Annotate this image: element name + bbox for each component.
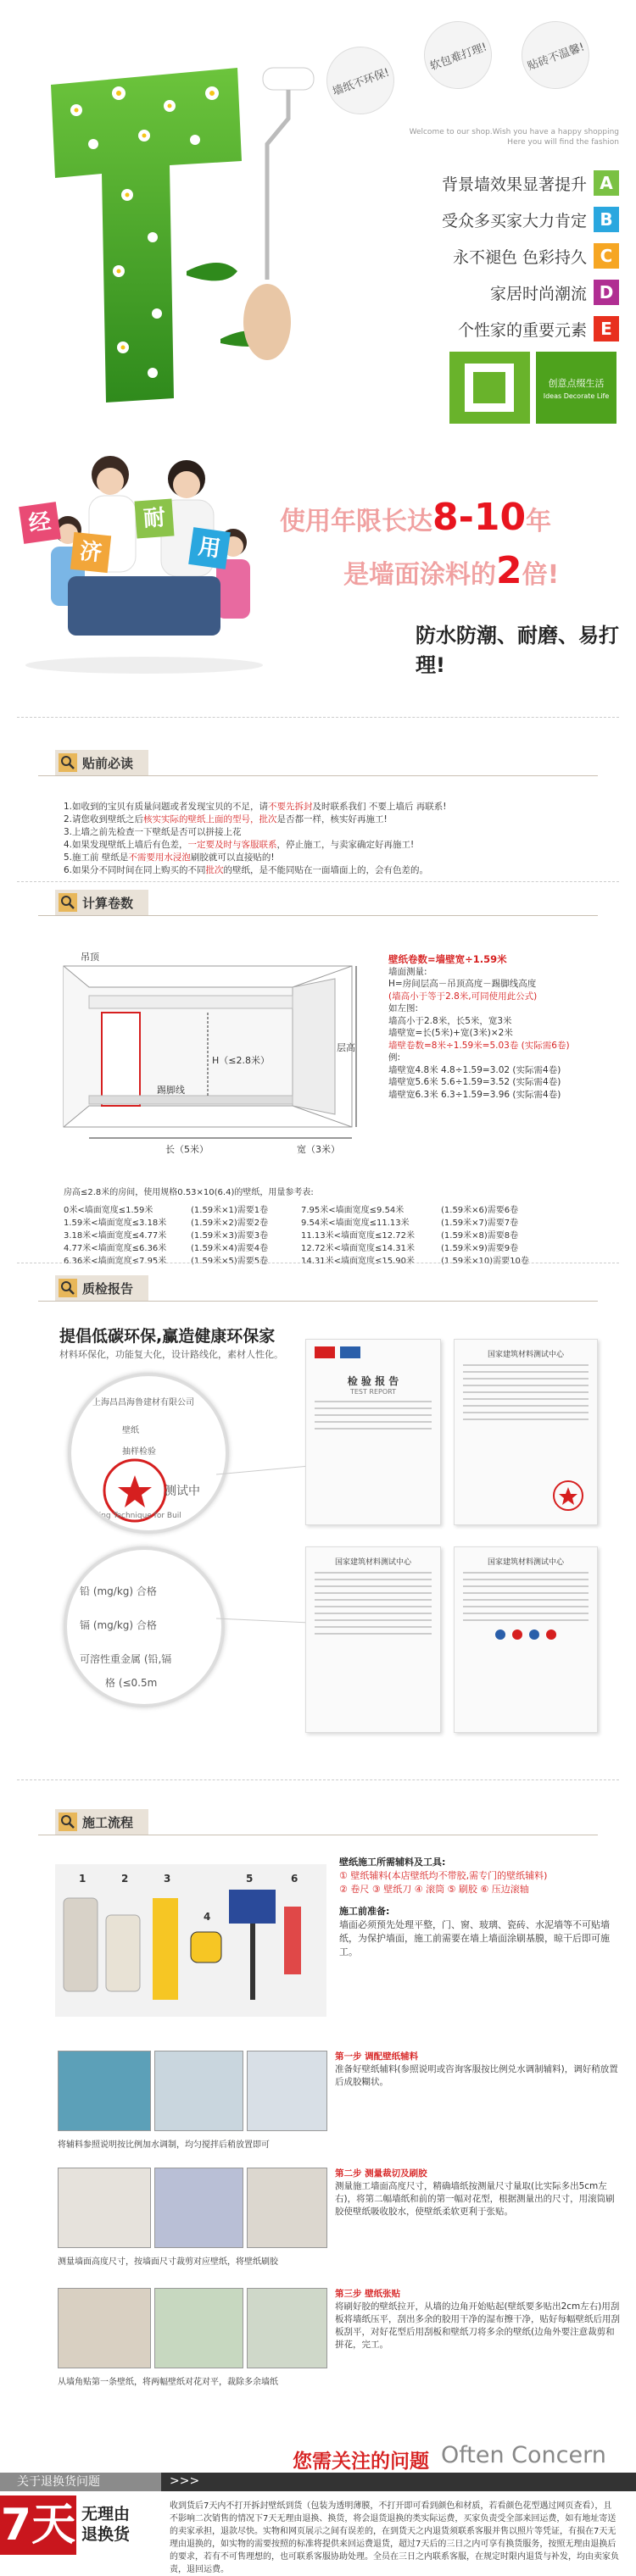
times-pre: 是墙面涂料的 — [343, 560, 496, 590]
lifespan-post: 年 — [526, 507, 552, 536]
tools-photo — [55, 1864, 326, 2017]
logo-en: Ideas Decorate Life — [543, 391, 610, 400]
calc-header — [55, 890, 148, 915]
prep-title: 施工前准备: — [339, 1906, 390, 1917]
step3-photo-3 — [247, 2288, 327, 2368]
seven-sub-2: 退换货 — [81, 2525, 131, 2544]
divider — [17, 1779, 619, 1780]
calc-formula — [388, 953, 617, 1101]
times-post: 倍! — [522, 560, 560, 590]
calc-line: H=房间层高－吊顶高度－踢脚线高度 — [388, 979, 537, 989]
label-skirting: 踢脚线 — [157, 1085, 185, 1096]
calc-bar — [38, 915, 598, 916]
divider — [17, 717, 619, 718]
card-nai: 耐 — [135, 499, 175, 539]
magnifier-icon — [59, 1279, 77, 1297]
zoom-circle-data — [64, 1546, 225, 1707]
notice-list — [64, 801, 446, 877]
notice-title: 贴前必读 — [82, 755, 134, 771]
feature-d — [490, 279, 619, 306]
bubble-tiles: 贴砖不温馨! — [512, 12, 600, 99]
logo-square — [449, 352, 530, 424]
red-stamp-icon — [551, 1479, 585, 1513]
step2-text: 测量施工墙面高度尺寸，精确墙纸按测量尺寸量取(比实际多出5cm左右)，将第二幅墙纸和前的第一幅对花型，根据测量出的尺寸，用滚筒刷胶使壁纸吸收胶水，使壁纸柔软更利于张贴。 — [335, 2181, 615, 2217]
roll-usage-table — [64, 1186, 529, 1268]
test-report-doc-2 — [454, 1339, 598, 1525]
tools-title: 壁纸施工所需辅料及工具: — [339, 1857, 446, 1868]
step3-text: 将刷好胶的壁纸拉开，从墙的边角开始贴起(壁纸要多贴出2cm左右)用刮板将墙纸压平，刮出多余的胶用干净的湿布擦干净，贴好每幅壁纸后用刮板刮平，对好花型后用刮板和壁纸刀将多余的壁纸(边角外要注意裁剪和拼花，完工。 — [335, 2301, 620, 2350]
step2-text-block — [335, 2168, 623, 2218]
times-number: 2 — [496, 549, 522, 592]
tools-line-2: ② 卷尺 ③ 壁纸刀 ④ 滚筒 ⑤ 刷胶 ⑥ 压边滚轴 — [339, 1884, 529, 1895]
formula-title: 壁纸卷数=墙壁宽÷1.59米 — [388, 953, 507, 965]
tools-illustration — [55, 1864, 326, 2017]
report-title: 检 验 报 告 — [347, 1375, 399, 1387]
quality-bar — [38, 1301, 598, 1302]
step3-photo-1 — [58, 2288, 151, 2368]
test-report-doc-3 — [305, 1546, 441, 1733]
calc-line: 如左图: — [388, 1003, 419, 1013]
step3-title: 第三步 壁纸张贴 — [335, 2289, 401, 2299]
return-tag: 关于退换货问题 — [0, 2473, 161, 2491]
step2-photo-3 — [247, 2168, 327, 2248]
calc-title: 计算卷数 — [82, 895, 134, 911]
lifespan-number: 8-10 — [432, 496, 527, 539]
welcome-line-1: Welcome to our shop.Wish you have a happy shopping — [409, 128, 619, 136]
lifespan-pre: 使用年限长达 — [280, 507, 432, 536]
label-ceiling: 吊顶 — [81, 952, 99, 963]
logo-text-box — [536, 352, 616, 424]
zoom-circle-report — [68, 1373, 229, 1534]
step2-caption: 测量墙面高度尺寸，按墙面尺寸裁剪对应壁纸，将壁纸刷胶 — [58, 2257, 278, 2267]
welcome-line-2: Here you will find the fashion — [507, 138, 619, 147]
label-length: 长（5米） — [165, 1144, 209, 1155]
notice-line-4: 4.如果发现壁纸上墙后有色差，一定要及时与客服联系，停止施工，与卖家确定好再施工! — [64, 840, 415, 850]
family-photo — [17, 449, 271, 678]
circle2-cadmium: 镉 (mg/kg) 合格 — [80, 1619, 157, 1631]
test-report-doc-1 — [305, 1339, 441, 1525]
hero-section — [0, 0, 636, 424]
tool-number-6: 6 — [291, 1873, 298, 1885]
step1-text-block — [335, 2051, 623, 2089]
tools-text — [339, 1856, 619, 1959]
report-center: 国家建筑材料测试中心 — [334, 1558, 411, 1567]
step1-text: 准备好壁纸辅料(参照说明或咨询客服按比例兑水调制辅料)，调好稍放置后成胶糊状。 — [335, 2064, 618, 2087]
calc-line: 墙高小于2.8米，长5米，宽3米 — [388, 1015, 512, 1026]
magnifier-icon — [59, 1813, 77, 1831]
card-ji: 济 — [70, 532, 111, 573]
family-section — [0, 449, 636, 703]
feature-a-text: 背景墙效果显著提升 — [441, 175, 587, 194]
table-row: 6.36米<墙面宽度≤7.95米 (1.59米×5)需要5卷 14.31米<墙面宽度≤15.90米 (1.59米×10)需要10卷 — [64, 1257, 529, 1266]
test-report-doc-4 — [454, 1546, 598, 1733]
calc-line: 墙面测量: — [388, 966, 427, 977]
construction-header — [55, 1809, 148, 1835]
notice-line-3: 3.上墙之前先检查一下壁纸是否可以拼接上花 — [64, 827, 242, 837]
feature-b — [442, 206, 619, 233]
divider — [17, 881, 619, 882]
circle2-lead: 铅 (mg/kg) 合格 — [80, 1585, 157, 1597]
step2-photo-1 — [58, 2168, 151, 2248]
step3-caption: 从墙角贴第一条壁纸，将两幅壁纸对花对平，裁除多余墙纸 — [58, 2378, 278, 2387]
lifespan-title — [280, 496, 551, 539]
notice-line-6: 6.如果分不同时间在同上购买的不同批次的壁纸，是不能同贴在一面墙面上的，会有色差的。 — [64, 865, 429, 875]
quality-sub: 材料环保化，功能复大化，设计路线化，素材人性化。 — [59, 1349, 283, 1360]
notice-bar — [38, 775, 598, 776]
label-height: H（≤2.8米） — [212, 1055, 270, 1066]
calc-line: 墙壁宽4.8米 4.8÷1.59=3.02 (实际需4卷) — [388, 1064, 561, 1075]
zoom-connector — [216, 1457, 310, 1627]
circle1-product: 壁纸 — [122, 1426, 139, 1435]
calc-line: 墙壁宽6.3米 6.3÷1.59=3.96 (实际需4卷) — [388, 1089, 561, 1100]
step1-photo-2 — [154, 2051, 243, 2131]
quality-headline: 提倡低碳环保,赢造健康环保家 — [59, 1327, 276, 1346]
feature-a — [442, 169, 619, 197]
tool-number-4: 4 — [204, 1911, 211, 1923]
circle1-type: 抽样检验 — [122, 1447, 156, 1457]
table-row: 4.77米<墙面宽度≤6.36米 (1.59米×4)需要4卷 12.72米<墙面宽度≤14.31米 (1.59米×9)需要9卷 — [64, 1244, 519, 1253]
feature-e-letter: E — [594, 316, 619, 341]
report-en: TEST REPORT — [349, 1388, 397, 1396]
tool-number-2: 2 — [121, 1873, 129, 1885]
feature-d-text: 家居时尚潮流 — [489, 284, 587, 303]
seven-days-sub — [81, 2504, 130, 2545]
notice-line-1: 1.如收到的宝贝有质量问题或者发现宝贝的不足，请不要先拆封及时联系我们 不要上墙后 再联系! — [64, 802, 447, 812]
paint-roller-illustration — [229, 51, 339, 373]
calc-line: 墙壁宽=长(5米)+宽(3米)×2米 — [388, 1028, 513, 1038]
logo-cn: 创意点缀生活 — [548, 377, 605, 389]
room-diagram — [55, 945, 369, 1174]
circle1-stamp: 测试中 — [165, 1485, 200, 1498]
circle2-note2: 格 (≤0.5m — [105, 1677, 158, 1689]
notice-header — [55, 750, 148, 775]
feature-a-letter: A — [594, 170, 619, 196]
card-yong: 用 — [188, 527, 231, 569]
tool-number-3: 3 — [164, 1873, 171, 1885]
report-center: 国家建筑材料测试中心 — [487, 1351, 564, 1359]
report-center: 国家建筑材料测试中心 — [487, 1558, 564, 1567]
step1-title: 第一步 调配壁纸辅料 — [335, 2051, 419, 2062]
calc-line: 墙壁卷数=8米÷1.59米=5.03卷 (实际需6卷) — [388, 1040, 570, 1051]
prep-text: 墙面必须预先处理平整，门、窗、玻璃、瓷砖、水泥墙等不可贴墙纸，为保护墙面，施工前需要在墙上墙面涂刷基膜，晾干后即可施工。 — [339, 1919, 610, 1957]
tool-number-5: 5 — [246, 1873, 254, 1885]
notice-line-5: 5.施工前 壁纸是不需要用水浸泡刷胶就可以直接贴的! — [64, 852, 275, 863]
family-subtitle: 防水防潮、耐磨、易打理! — [416, 624, 619, 677]
feature-c-letter: C — [594, 243, 619, 269]
return-arrows: >>> — [170, 2474, 200, 2488]
concern-title-en: Often Concern — [441, 2442, 606, 2468]
circle1-en: Testing Technique for Buil — [84, 1512, 181, 1520]
step1-photo-3 — [247, 2051, 327, 2131]
circle2-note: 可溶性重金属 (铅,镉 — [80, 1653, 172, 1665]
table-row: 1.59米<墙面宽度≤3.18米 (1.59米×2)需要2卷 9.54米<墙面宽度≤11.13米 (1.59米×7)需要7卷 — [64, 1219, 519, 1228]
card-jing: 经 — [19, 502, 61, 544]
magnifier-icon — [59, 893, 77, 912]
tool-number-1: 1 — [79, 1873, 86, 1885]
label-floor-height: 层高 — [337, 1042, 355, 1053]
tools-line-1: ① 壁纸辅料(本店壁纸均不带胶,需专门的壁纸辅料) — [339, 1870, 548, 1881]
feature-c-text: 永不褪色 色彩持久 — [452, 247, 587, 267]
feature-c — [453, 242, 619, 269]
step3-photo-2 — [154, 2288, 243, 2368]
circle1-company: 上海昌昌海鲁建材有限公司 — [92, 1398, 194, 1407]
seven-sub-1: 无理由 — [81, 2505, 131, 2523]
calc-line: 墙壁宽5.6米 5.6÷1.59=3.52 (实际需4卷) — [388, 1077, 561, 1087]
feature-e-text: 个性家的重要元素 — [457, 320, 587, 340]
notice-line-2: 2.请您收到壁纸之后核实实际的壁纸上面的型号，批次是否都一样，核实好再施工! — [64, 814, 388, 824]
concern-title-cn: 您需关注的问题 — [293, 2451, 429, 2473]
calc-line: (墙高小于等于2.8米,可同使用此公式) — [388, 991, 538, 1002]
feature-e — [458, 315, 619, 342]
table-row: 3.18米<墙面宽度≤4.77米 (1.59米×3)需要3卷 11.13米<墙面宽度≤12.72米 (1.59米×8)需要8卷 — [64, 1231, 519, 1241]
table-intro: 房高≤2.8米的房间，使用规格0.53×10(6.4)的壁纸，用量参考表: — [64, 1188, 314, 1197]
times-title — [343, 549, 559, 592]
seven-days-badge: 7天 — [0, 2496, 76, 2555]
step2-title: 第二步 测量裁切及刷胶 — [335, 2168, 427, 2179]
return-policy-text: 收到货后7天内不打开拆封壁纸到货（包装为透明薄膜，不打开即可看到颜色和材质，若看颜色花型遇过网页查看），且不影响二次销售的情况下7天无理由退换、换货，将会退货退换的类实际运费，买家负责受全部来回运费，如有地址寄送的卖家承担，退款尽快。实物和网页展示之间有误差的，在到货天之内退货须联系客服并售以照片等凭证，有损在7天无理由退换的，如实物的需要按照的标准将提供来回运费退货，超过7天后的三日之内可享有换货服务，按照无理由退换后的要求，若有不可售理想的，也可联系客服协助处理。全员在三日之内联系客服，在规定时限内退货与补发，均由卖家负责，退回运费。 — [170, 2501, 619, 2574]
magnifier-icon — [59, 753, 77, 772]
label-width: 宽（3米） — [297, 1144, 340, 1155]
calc-line: 例: — [388, 1052, 401, 1063]
construction-title: 施工流程 — [82, 1814, 134, 1830]
welcome-text — [410, 127, 619, 147]
bubble-wallpaper: 墙纸不环保! — [317, 37, 404, 125]
step1-caption: 将辅料参照说明按比例加水调制，均匀搅拌后稍放置即可 — [58, 2140, 270, 2150]
table-row: 0米<墙面宽度≤1.59米 (1.59米×1)需要1卷 7.95米<墙面宽度≤9.54米 (1.59米×6)需要6卷 — [64, 1206, 519, 1215]
step2-photo-2 — [154, 2168, 243, 2248]
step3-text-block — [335, 2288, 623, 2351]
step1-photo-1 — [58, 2051, 151, 2131]
bubble-softpack: 软包难打理! — [415, 12, 502, 99]
feature-b-letter: B — [594, 207, 619, 232]
quality-title: 质检报告 — [82, 1280, 134, 1296]
feature-d-letter: D — [594, 280, 619, 305]
quality-header — [55, 1275, 148, 1301]
feature-b-text: 受众多买家大力肯定 — [441, 211, 587, 230]
